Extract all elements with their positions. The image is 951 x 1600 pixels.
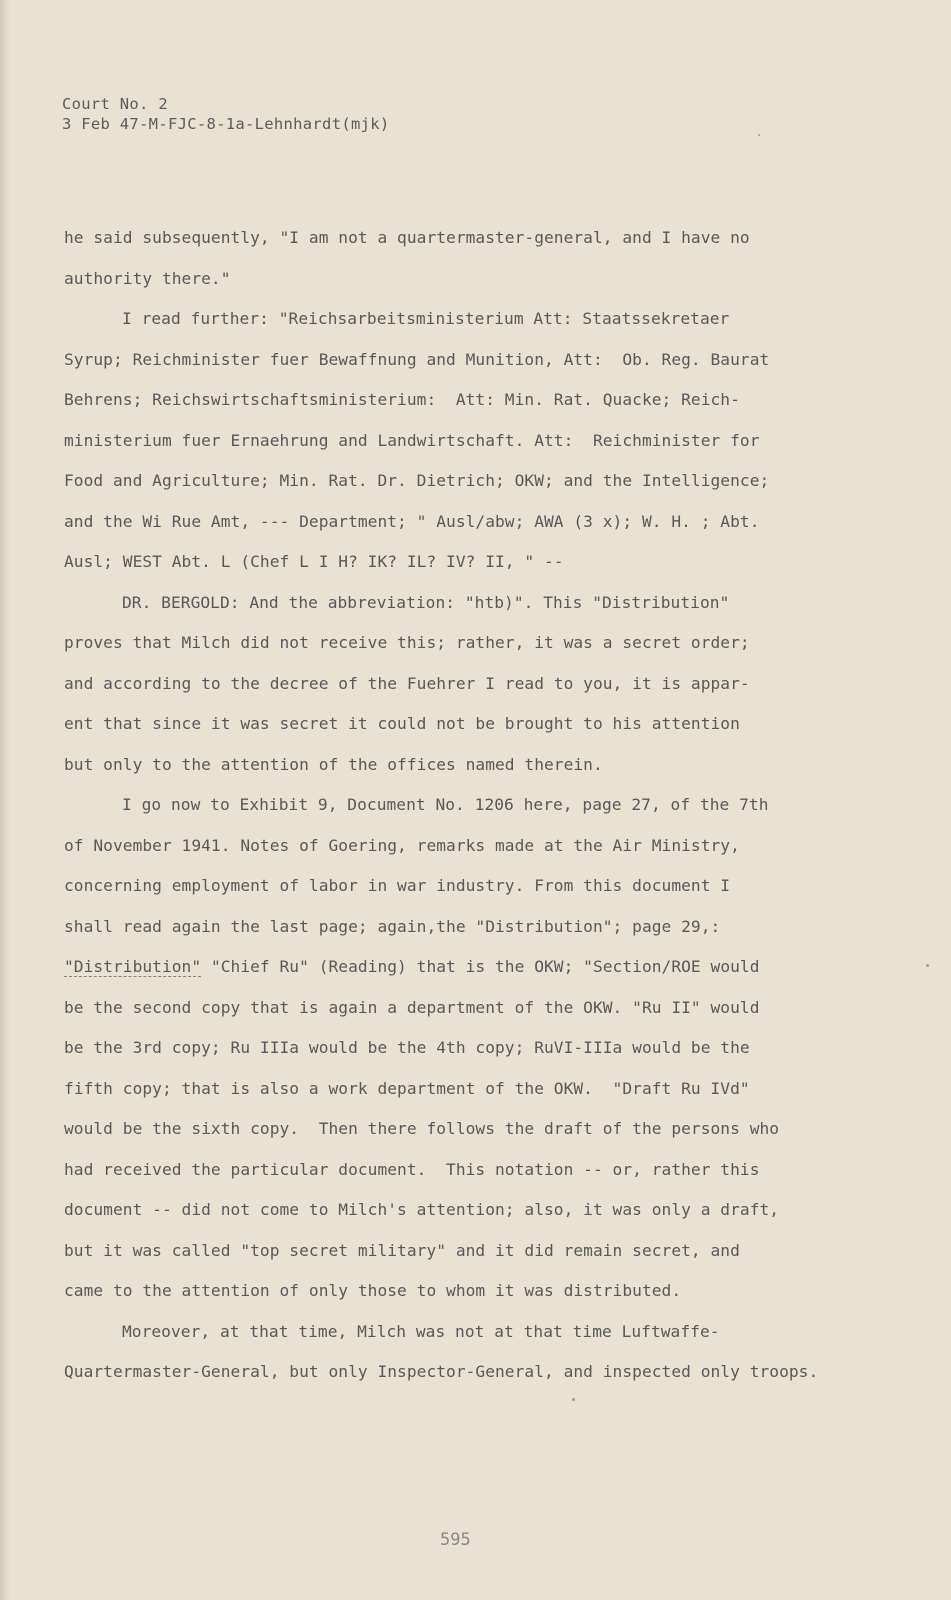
text-line: but only to the attention of the offices named therein. (64, 754, 603, 774)
text-line: shall read again the last page; again,the "Distribution"; page 29,: (64, 916, 721, 936)
text-line: Food and Agriculture; Min. Rat. Dr. Dietrich; OKW; and the Intelligence; (64, 471, 770, 490)
text-line: be the second copy that is again a department of the OKW. "Ru II" would (64, 997, 760, 1017)
text-line-distribution (64, 947, 924, 988)
text-line: ent that since it was secret it could not be brought to his attention (64, 714, 740, 733)
text-line: be the 3rd copy; Ru IIIa would be the 4th copy; RuVI-IIIa would be the (64, 1038, 750, 1057)
distribution-label: "Distribution" (64, 957, 202, 976)
text-line: and according to the decree of the Fuehrer I read to you, it is appar- (64, 673, 750, 693)
paper-speck (758, 134, 760, 136)
distribution-line-rest: "Chief Ru" (Reading) that is the OKW; "Section/ROE would (210, 957, 760, 976)
text-line: concerning employment of labor in war industry. From this document I (64, 876, 731, 895)
text-line: fifth copy; that is also a work department of the OKW. "Draft Ru IVd" (64, 1078, 750, 1098)
text-line: had received the particular document. This notation -- or, rather this (64, 1159, 760, 1179)
text-line: Syrup; Reichminister fuer Bewaffnung and Munition, Att: Ob. Reg. Baurat (64, 349, 770, 369)
text-line: I read further: "Reichsarbeitsministerium Att: Staatssekretaer (122, 309, 730, 328)
text-line: but it was called "top secret military" and it did remain secret, and (64, 1240, 740, 1260)
text-line: Quartermaster-General, but only Inspector-General, and inspected only troops. (64, 1362, 819, 1381)
court-number: Court No. 2 (62, 95, 168, 113)
text-line: Moreover, at that time, Milch was not at that time Luftwaffe- (122, 1321, 720, 1341)
text-line: document -- did not come to Milch's attention; also, it was only a draft, (64, 1200, 780, 1219)
transcript-body (64, 218, 924, 1393)
text-line: DR. BERGOLD: And the abbreviation: "htb)". This "Distribution" (122, 592, 730, 612)
transcript-reference: 3 Feb 47-M-FJC-8-1a-Lehnhardt(mjk) (62, 115, 390, 133)
text-line: authority there." (64, 268, 231, 288)
page-number: 595 (440, 1530, 471, 1550)
text-line: proves that Milch did not receive this; rather, it was a secret order; (64, 633, 750, 652)
text-line: came to the attention of only those to whom it was distributed. (64, 1281, 682, 1300)
text-line: I go now to Exhibit 9, Document No. 1206 here, page 27, of the 7th (122, 795, 769, 814)
text-line: Ausl; WEST Abt. L (Chef L I H? IK? IL? IV? II, " -- (64, 552, 564, 571)
text-line: of November 1941. Notes of Goering, remarks made at the Air Ministry, (64, 835, 740, 855)
paper-speck (572, 1398, 575, 1401)
page-edge-shadow (0, 0, 10, 1600)
text-line: he said subsequently, "I am not a quartermaster-general, and I have no (64, 228, 750, 247)
text-line: and the Wi Rue Amt, --- Department; " Ausl/abw; AWA (3 x); W. H. ; Abt. (64, 511, 760, 531)
paper-speck (926, 964, 929, 967)
document-header (62, 94, 389, 134)
text-line: ministerium fuer Ernaehrung and Landwirtschaft. Att: Reichminister for (64, 430, 760, 450)
text-line: would be the sixth copy. Then there follows the draft of the persons who (64, 1119, 780, 1138)
text-line: Behrens; Reichswirtschaftsministerium: Att: Min. Rat. Quacke; Reich- (64, 390, 740, 409)
